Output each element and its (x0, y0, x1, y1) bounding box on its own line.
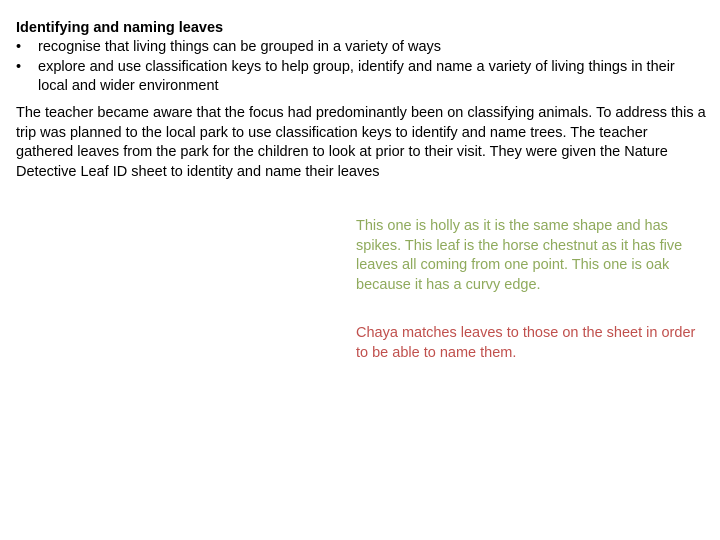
objective-item (16, 58, 706, 97)
page-title: Identifying and naming leaves (16, 20, 224, 36)
bullet-icon: • (16, 39, 22, 55)
objective-item (16, 38, 706, 58)
objective-text: recognise that living things can be grouped in a variety of ways (38, 39, 442, 55)
objective-text: explore and use classification keys to help group, identify and name a variety of living things in their local and wider environment (38, 58, 675, 94)
teacher-note-annotation: Chaya matches leaves to those on the sheet in order to be able to name them. (356, 325, 696, 361)
child-quote-annotation: This one is holly as it is the same shape and has spikes. This leaf is the horse chestnut as it has five leaves all coming from one point. This one is oak because it has a curvy edge. (356, 218, 683, 293)
bullet-icon: • (16, 58, 22, 75)
intro-paragraph: The teacher became aware that the focus had predominantly been on classifying animals. To address this a trip was planned to the local park to use classification keys to identify and name trees. The teacher gathered leaves from the park for the children to look at prior to their visit. They were given the Nature Detective Leaf ID sheet to identity and name their leaves (16, 105, 706, 180)
objectives-list (16, 38, 706, 97)
